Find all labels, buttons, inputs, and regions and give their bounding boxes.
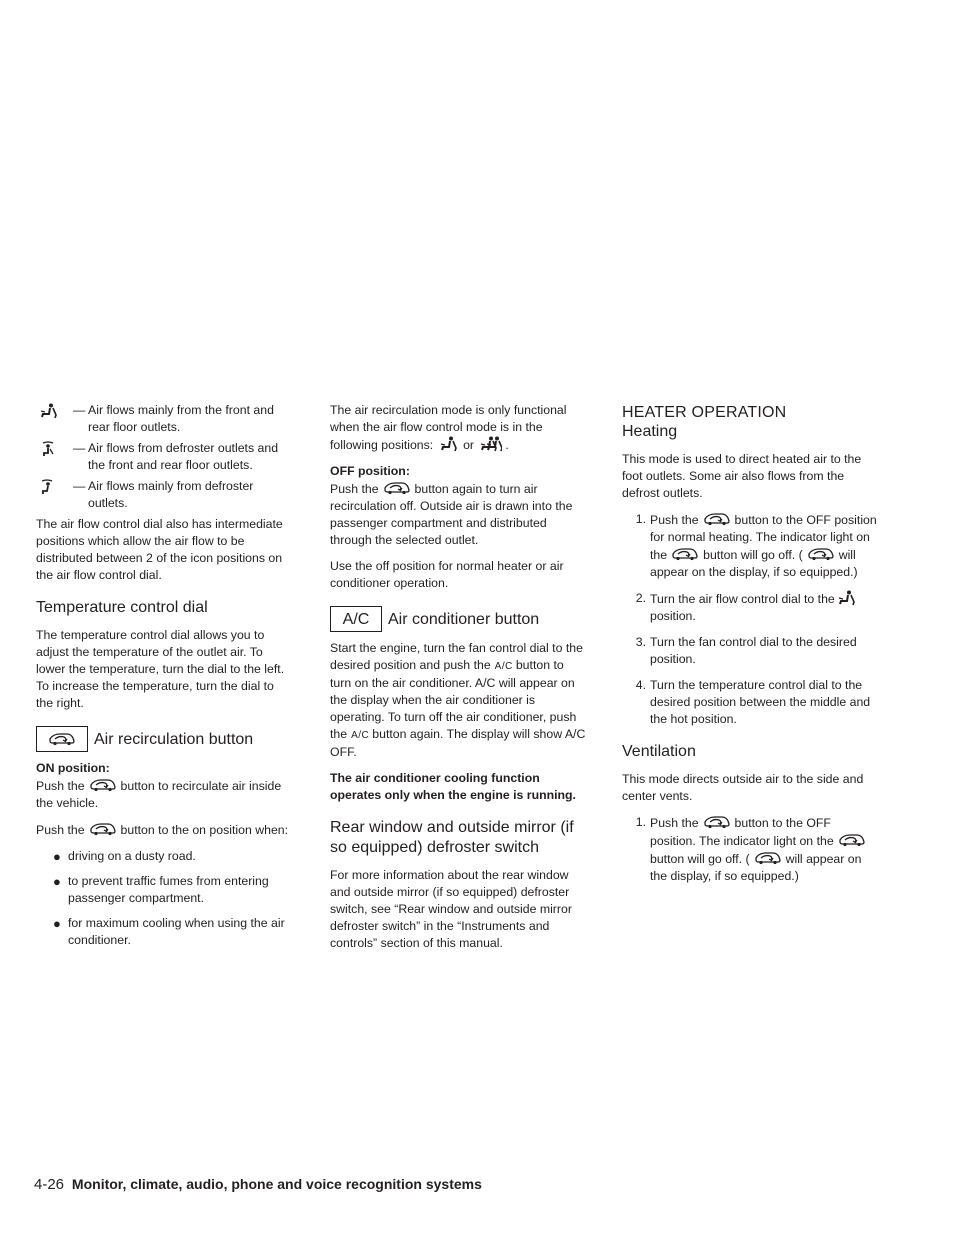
airflow-mode-floor: — Air flows mainly from the front and rear floor outlets. bbox=[36, 402, 294, 436]
air-recirculation-icon bbox=[88, 821, 118, 837]
on-position-text-2: Push the button to the on position when: bbox=[36, 823, 289, 837]
section-title: Monitor, climate, audio, phone and voice recognition systems bbox=[71, 1176, 482, 1192]
temperature-dial-text: The temperature control dial allows you to adjust the temperature of the outlet air. To lower the temperature, turn the dial to the left. To increase the temperature, turn the dial to the right. bbox=[36, 628, 285, 710]
list-item: 4. Turn the temperature control dial to the desired position between the middle and the hot position. bbox=[635, 678, 871, 726]
air-recirculation-icon bbox=[806, 546, 836, 562]
ac-icon: A/C bbox=[330, 606, 382, 632]
on-position-heading: ON position: bbox=[36, 761, 110, 775]
airflow-mode-defrost: — Air flows mainly from defroster outlets. bbox=[36, 478, 294, 512]
recirc-button-heading: Air recirculation button bbox=[36, 726, 294, 752]
heating-heading: Heating bbox=[622, 423, 678, 440]
air-recirculation-icon bbox=[88, 777, 118, 793]
air-recirculation-icon bbox=[702, 814, 732, 830]
ac-icon: A/C bbox=[494, 661, 513, 672]
temperature-dial-heading: Temperature control dial bbox=[36, 599, 208, 616]
floor-airflow-icon bbox=[40, 403, 57, 424]
intermediate-positions-text: The air flow control dial also has intermediate positions which allow the air flow to be distributed between 2 of the icon positions on the air flow control dial. bbox=[36, 517, 283, 582]
defrost-floor-airflow-icon bbox=[40, 441, 55, 462]
air-recirculation-icon bbox=[670, 546, 700, 562]
air-recirculation-icon bbox=[753, 850, 783, 866]
ventilation-heading: Ventilation bbox=[622, 743, 696, 760]
page-number: 4-26 bbox=[34, 1176, 65, 1193]
ac-button-heading: A/C Air conditioner button bbox=[330, 606, 588, 632]
ac-text: Start the engine, turn the fan control dial to the desired position and push the A/C button to turn on the air conditioner. A/C will appear on the display when the air conditioner is operating. To turn off the air conditioner, push the A/C button again. The display will show A/C OFF. bbox=[330, 641, 586, 759]
page-footer bbox=[34, 1176, 482, 1193]
on-position-text-1: Push the button to recirculate air inside the vehicle. bbox=[36, 779, 282, 810]
floor-airflow-icon bbox=[440, 436, 457, 452]
list-item: 3. Turn the fan control dial to the desired position. bbox=[635, 635, 857, 666]
off-position-text: Push the button again to turn air recirculation off. Outside air is drawn into the passenger compartment and distributed through the selected outlet. bbox=[330, 482, 573, 547]
list-item: 2. Turn the air flow control dial to the position. bbox=[622, 590, 880, 625]
list-item: ● driving on a dusty road. bbox=[53, 849, 196, 864]
list-item: 1. Push the button to the OFF position. The indicator light on the button will go off. ( will appear on the display, if so equipped.) bbox=[622, 814, 880, 885]
defrost-airflow-icon bbox=[40, 479, 54, 500]
heating-text: This mode is used to direct heated air to the foot outlets. Some air also flows from the defrost outlets. bbox=[622, 452, 862, 500]
rear-defroster-text: For more information about the rear window and outside mirror (if so equipped) defroster switch, see “Rear window and outside mirror defroster switch” in the “Instruments and controls” section of this manual. bbox=[330, 868, 572, 950]
recirc-only-text: The air recirculation mode is only functional when the air flow control mode is in the following positions: or . bbox=[330, 403, 567, 452]
list-item: ● for maximum cooling when using the air conditioner. bbox=[53, 916, 285, 947]
rear-defroster-heading: Rear window and outside mirror (if so equipped) defroster switch bbox=[330, 819, 574, 856]
ac-note: The air conditioner cooling function operates only when the engine is running. bbox=[330, 771, 576, 802]
column-right bbox=[622, 402, 880, 894]
list-item: ● to prevent traffic fumes from entering passenger compartment. bbox=[53, 874, 269, 905]
air-recirculation-icon bbox=[36, 726, 88, 752]
off-use-text: Use the off position for normal heater or air conditioner operation. bbox=[330, 559, 564, 590]
list-item: 1. Push the button to the OFF position for normal heating. The indicator light on the button will go off. ( will appear on the display, if so equipped.) bbox=[635, 512, 877, 579]
defrost-floor-airflow-icon bbox=[480, 436, 502, 452]
air-recirculation-icon bbox=[702, 511, 732, 527]
column-left bbox=[36, 402, 294, 957]
ventilation-text: This mode directs outside air to the side and center vents. bbox=[622, 772, 864, 803]
airflow-mode-defrost-floor: — Air flows from defroster outlets and the front and rear floor outlets. bbox=[36, 440, 294, 474]
floor-airflow-icon bbox=[838, 590, 855, 606]
heater-operation-heading: HEATER OPERATION bbox=[622, 404, 787, 421]
air-recirculation-icon bbox=[837, 832, 867, 848]
off-position-heading: OFF position: bbox=[330, 464, 410, 478]
ac-icon: A/C bbox=[351, 730, 370, 741]
air-recirculation-icon bbox=[382, 480, 412, 496]
column-middle bbox=[330, 402, 588, 961]
